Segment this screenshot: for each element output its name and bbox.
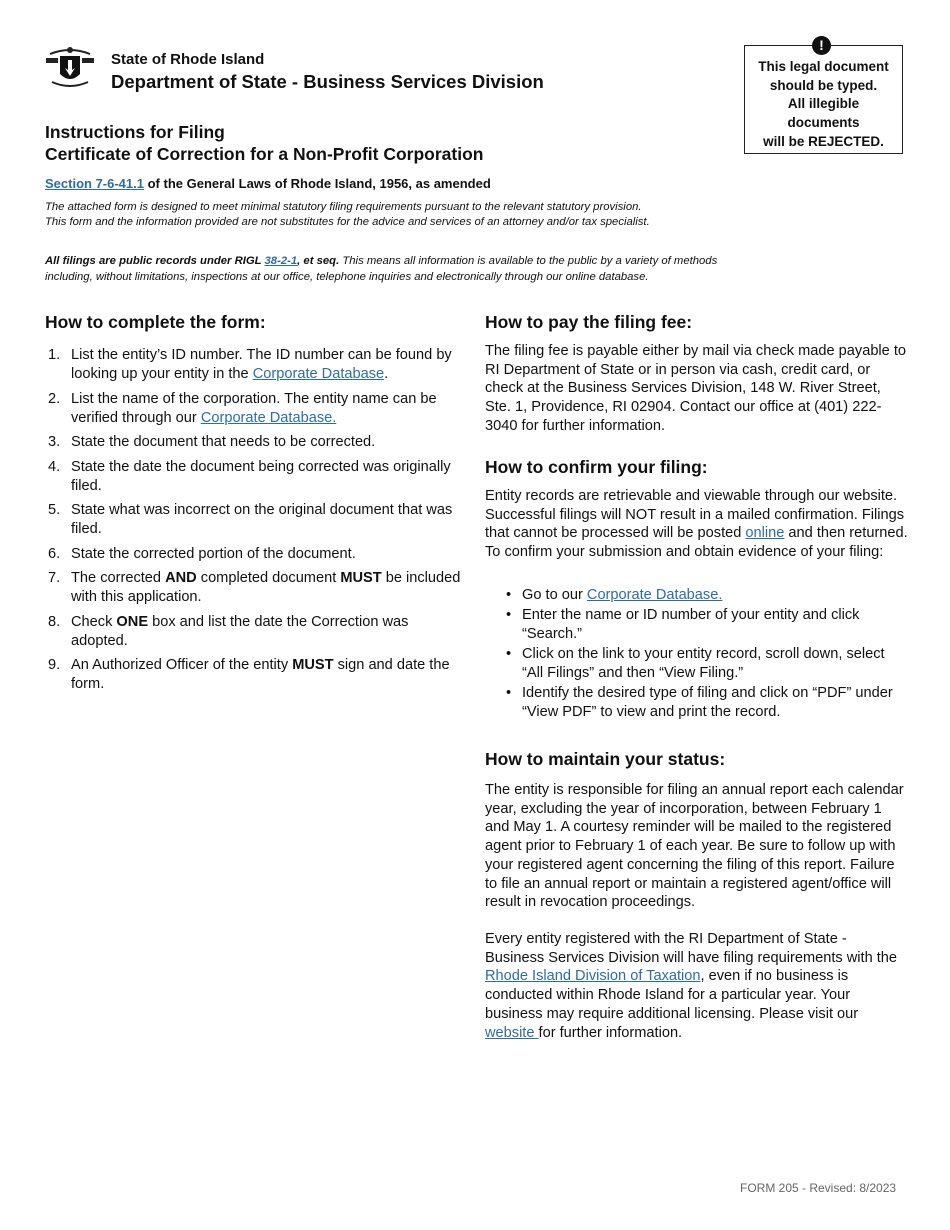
statute-reference <box>45 176 491 191</box>
bullet-text: Enter the name or ID number of your entity and click “Search.” <box>522 607 860 642</box>
instructions-title: Instructions for Filing <box>45 122 225 142</box>
bullet-icon: • <box>506 685 512 701</box>
step-item <box>45 433 465 452</box>
public-records-notice <box>45 254 717 285</box>
corporate-database-link[interactable]: Corporate Database <box>252 366 385 382</box>
maintain-status-text: The entity is responsible for filing an annual report each calendar year, excluding the year of incorporation, between February 1 and May 1. A courtesy reminder will be mailed to the registered agent prior to February 1 of each year. Be sure to follow up with your registered agent concerning the filing of this report. Failure to file an annual report or maintain a registered agent/office will result in revocation proceedings. <box>485 782 904 911</box>
corporate-database-link[interactable]: Corporate Database. <box>200 409 337 426</box>
taxation-requirements-text <box>485 930 910 1042</box>
bullet-icon: • <box>506 587 512 603</box>
statute-text: of the General Laws of Rhode Island, 1956, as amended <box>144 176 491 191</box>
department-name: Department of State - Business Services Division <box>111 71 544 92</box>
confirm-text: and then returned. To confirm your submission and obtain evidence of your filing: <box>485 525 908 561</box>
public-records-text: including, without limitations, inspections at our office, telephone inquiries and electronically through our online database. <box>45 270 649 283</box>
step-text: List the entity’s ID number. The ID number can be found by looking up your entity in the <box>71 347 452 382</box>
list-item <box>485 586 905 605</box>
step-text: be included with this application. <box>71 570 461 605</box>
website-link[interactable]: website <box>485 1024 539 1041</box>
bullet-text: Identify the desired type of filing and click on “PDF” under “View PDF” to view and print the record. <box>522 685 893 720</box>
warning-line: should be typed. <box>769 77 878 93</box>
step-item <box>45 545 465 564</box>
step-text: completed document <box>196 570 341 586</box>
list-item <box>485 606 905 644</box>
bullet-text: Click on the link to your entity record, scroll down, select “All Filings” and then “View Filing.” <box>522 646 885 681</box>
form-revision: FORM 205 - Revised: 8/2023 <box>740 1181 897 1195</box>
step-number: 5. <box>48 502 61 518</box>
step-text: . <box>384 366 389 382</box>
warning-line: documents <box>787 115 860 131</box>
warning-line: will be REJECTED. <box>763 133 884 149</box>
step-text: List the name of the corporation. The entity name can be verified through our <box>71 390 437 426</box>
warning-line: This legal document <box>758 59 889 74</box>
bullet-icon: • <box>506 607 512 623</box>
step-item <box>45 346 465 384</box>
confirm-filing-heading: How to confirm your filing: <box>485 457 708 477</box>
warning-line: All illegible <box>787 96 860 112</box>
maintain-status-heading: How to maintain your status: <box>485 749 726 769</box>
step-text: State the document that needs to be corrected. <box>71 434 376 450</box>
taxation-text: for further information. <box>538 1024 683 1041</box>
step-text: sign and date the form. <box>71 657 450 692</box>
step-number: 9. <box>48 657 61 673</box>
rhode-island-seal-icon <box>44 44 96 92</box>
online-link[interactable]: online <box>745 525 785 542</box>
step-text: Check <box>71 613 117 630</box>
taxation-text: , even if no business is conducted within Rhode Island for a particular year. Your business may require additional licensing. Please visit our <box>485 968 859 1022</box>
division-of-taxation-link[interactable]: Rhode Island Division of Taxation <box>485 968 701 985</box>
step-number: 2. <box>48 390 61 407</box>
step-number: 4. <box>48 458 61 475</box>
step-emphasis: MUST <box>292 657 334 673</box>
taxation-text: Every entity registered with the RI Department of State - Business Services Division will have filing requirements with the <box>485 931 898 966</box>
step-item <box>45 390 465 428</box>
step-number: 3. <box>48 434 61 450</box>
bullet-icon: • <box>506 646 512 662</box>
step-text: An Authorized Officer of the entity <box>71 657 293 673</box>
step-text: State the date the document being corrected was originally filed. <box>71 458 451 494</box>
rigl-link[interactable]: 38-2-1 <box>264 255 298 267</box>
disclaimer-line: The attached form is designed to meet minimal statutory filing requirements pursuant to the relevant statutory provision. <box>45 201 642 213</box>
list-item <box>485 645 905 683</box>
step-number: 7. <box>48 570 61 586</box>
completion-steps-list <box>45 346 465 700</box>
step-item <box>45 501 465 539</box>
step-item <box>45 613 465 651</box>
complete-form-heading: How to complete the form: <box>45 312 266 332</box>
list-item <box>485 684 905 722</box>
step-text: box and list the date the Correction was adopted. <box>71 613 409 649</box>
step-number: 6. <box>48 545 61 562</box>
confirm-filing-text <box>485 487 910 562</box>
step-text: State what was incorrect on the original document that was filed. <box>71 502 453 537</box>
disclaimer-line: This form and the information provided are not substitutes for the advice and services of an attorney and/or tax specialist. <box>45 216 650 228</box>
step-emphasis: AND <box>165 570 197 586</box>
step-emphasis: ONE <box>116 613 149 630</box>
step-item <box>45 458 465 496</box>
public-records-bold: All filings are public records under RIGL <box>45 255 265 267</box>
public-records-bold-suffix: , et seq. <box>297 255 340 267</box>
pay-fee-text: The filing fee is payable either by mail via check made payable to RI Department of State or in person via cash, credit card, or check at the Business Services Division, 148 W. River Street, Ste. 1, Providence, RI 02904. Contact our office at (401) 222-3040 for further information. <box>485 343 907 434</box>
step-number: 1. <box>48 347 61 363</box>
form-title: Certificate of Correction for a Non-Profit Corporation <box>45 144 484 164</box>
statute-link[interactable]: Section 7-6-41.1 <box>45 176 144 191</box>
disclaimer <box>45 200 650 230</box>
step-item <box>45 569 465 607</box>
typed-warning-box <box>744 45 903 154</box>
bullet-text: Go to our <box>522 587 587 603</box>
step-text: State the corrected portion of the document. <box>71 545 356 562</box>
step-emphasis: MUST <box>340 570 382 586</box>
state-name: State of Rhode Island <box>111 51 265 68</box>
public-records-text: This means all information is available to the public by a variety of methods <box>339 255 718 267</box>
confirm-text: Entity records are retrievable and viewable through our website. Successful filings will NOT result in a mailed confirmation. Filings that cannot be processed will be posted <box>485 488 905 542</box>
step-text: The corrected <box>71 570 166 586</box>
step-number: 8. <box>48 613 61 630</box>
step-item <box>45 656 465 694</box>
pay-fee-heading: How to pay the filing fee: <box>485 312 693 332</box>
confirm-steps-list <box>485 586 905 723</box>
exclamation-icon: ! <box>812 36 831 55</box>
corporate-database-link[interactable]: Corporate Database. <box>586 587 723 603</box>
